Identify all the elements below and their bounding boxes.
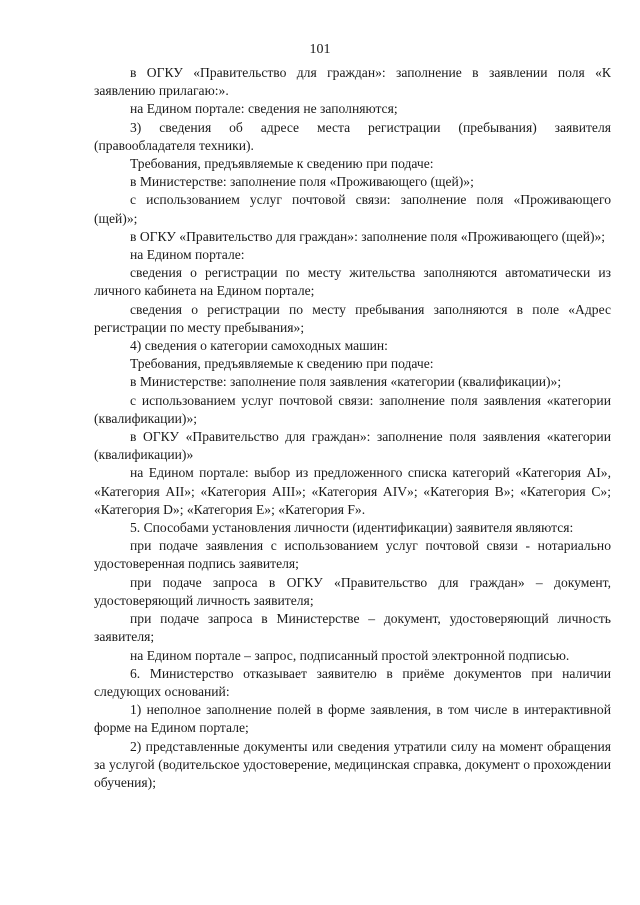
paragraph: 5. Способами установления личности (идентификации) заявителя являются: <box>130 520 574 536</box>
paragraph: 1) неполное заполнение полей в форме заявления, в том числе в интерактивной форме на Едином портале; <box>94 702 611 736</box>
paragraph: 6. Министерство отказывает заявителю в приёме документов при наличии следующих оснований: <box>94 665 611 699</box>
paragraph: в ОГКУ «Правительство для граждан»: заполнение поля заявления «категории (квалификации)» <box>94 429 611 463</box>
paragraph: Требования, предъявляемые к сведению при подаче: <box>130 156 434 172</box>
paragraph: с использованием услуг почтовой связи: заполнение поля заявления «категории (квалификации)»; <box>94 392 611 426</box>
paragraph: 4) сведения о категории самоходных машин: <box>130 338 388 354</box>
paragraph: в Министерстве: заполнение поля заявления «категории (квалификации)»; <box>130 374 562 390</box>
paragraph: сведения о регистрации по месту пребывания заполняются в поле «Адрес регистрации по месту пребывания»; <box>94 301 611 335</box>
document-body <box>94 64 611 792</box>
paragraph: при подаче запроса в Министерстве – документ, удостоверяющий личность заявителя; <box>94 611 611 645</box>
paragraph: на Едином портале: <box>130 247 245 263</box>
paragraph: 2) представленные документы или сведения утратили силу на момент обращения за услугой (водительское удостоверение, медицинская справка, документ о прохождении обучения); <box>94 738 611 790</box>
paragraph: Требования, предъявляемые к сведению при подаче: <box>130 356 434 372</box>
paragraph: на Едином портале: сведения не заполняются; <box>130 101 398 117</box>
paragraph: в ОГКУ «Правительство для граждан»: заполнение в заявлении поля «К заявлению прилагаю:». <box>94 65 611 99</box>
paragraph: в Министерстве: заполнение поля «Проживающего (щей)»; <box>130 174 474 190</box>
page-number: 101 <box>309 42 331 57</box>
paragraph: на Едином портале: выбор из предложенного списка категорий «Категория AI», «Категория AII»; «Категория AIII»; «Категория AIV»; «Категория B»; «Категория C»; «Категория D»; «Категория E»; «Категория F». <box>94 465 611 517</box>
paragraph: при подаче запроса в ОГКУ «Правительство для граждан» – документ, удостоверяющий личность заявителя; <box>94 574 611 608</box>
paragraph: в ОГКУ «Правительство для граждан»: заполнение поля «Проживающего (щей)»; <box>130 228 606 244</box>
paragraph: при подаче заявления с использованием услуг почтовой связи - нотариально удостоверенная подпись заявителя; <box>94 538 611 572</box>
paragraph: на Едином портале – запрос, подписанный простой электронной подписью. <box>130 647 570 663</box>
paragraph: 3) сведения об адресе места регистрации (пребывания) заявителя (правообладателя техники). <box>94 119 611 153</box>
paragraph: сведения о регистрации по месту жительства заполняются автоматически из личного кабинета на Едином портале; <box>94 265 611 299</box>
paragraph: с использованием услуг почтовой связи: заполнение поля «Проживающего (щей)»; <box>94 192 611 226</box>
